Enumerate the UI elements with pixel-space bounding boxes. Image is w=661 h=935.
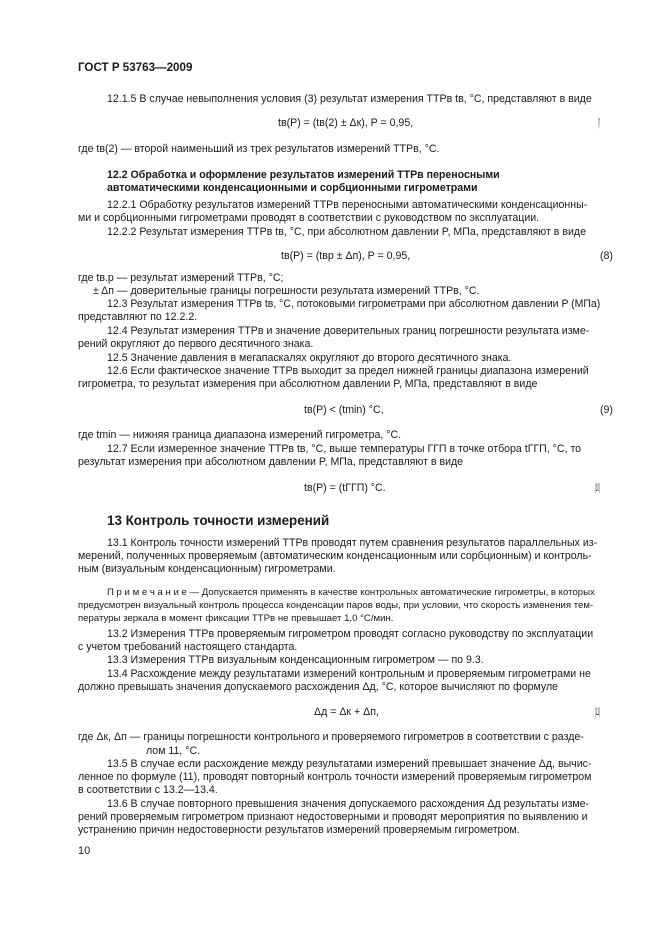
- equation: tв(P) = (tв(2) ± Δк), P = 0,95,: [278, 117, 414, 129]
- section-heading: автоматическими конденсационными и сорбционными гигрометрами: [107, 182, 478, 194]
- paragraph-line: 13.6 В случае повторного превышения значения допускаемого расхождения Δд результаты изме-: [107, 798, 590, 810]
- paragraph-line: ленное по формуле (11), проводят повторный контроль точности измерений проверяемым гигрометром: [78, 771, 592, 783]
- paragraph-line: лом 11, °C.: [146, 745, 201, 757]
- paragraph-line: рений проверяемым гигрометром признают недостоверными и проводят мероприятия по выявлению и: [78, 811, 588, 823]
- paragraph-line: гигрометра, то результат измерения при абсолютном давлении P, МПа, представляют в виде: [78, 378, 538, 390]
- paragraph-line: где tв.р — результат измерений ТТРв, °C;: [78, 272, 284, 284]
- equation-number: (8): [600, 250, 613, 262]
- paragraph-line: 13.4 Расхождение между результатами измерений контрольным и проверяемым гигрометрами не: [107, 668, 591, 680]
- paragraph-line: результат измерения при абсолютном давлении P, МПа, представляют в виде: [78, 456, 464, 468]
- paragraph-line: устранению причин недостоверности результатов измерений проверяемым гигрометром.: [78, 824, 520, 836]
- page-number: 10: [78, 845, 91, 857]
- paragraph-line: рений округляют до первого десятичного знака.: [78, 338, 314, 350]
- note-line: пературы зеркала в момент фиксации ТТРв не превышает 1,0 °C/мин.: [78, 613, 394, 624]
- equation-number: (7): [598, 117, 600, 129]
- paragraph-line: ± Δп — доверительные границы погрешности результата измерений ТТРв, °C.: [93, 285, 480, 297]
- equation-number: (10): [595, 482, 600, 494]
- paragraph-line: 13.3 Измерения ТТРв визуальным конденсационным гигрометром — по 9.3.: [107, 654, 484, 666]
- paragraph-line: 12.2.2 Результат измерения ТТРв tв, °C, при абсолютном давлении P, МПа, представляют в виде: [107, 226, 586, 238]
- equation: tв(P) = (tГГП) °C.: [304, 482, 386, 494]
- paragraph-line: ным (визуальным конденсационным) гигрометрами.: [78, 563, 336, 575]
- note-line: П р и м е ч а н и е — Допускается применять в качестве контрольных автоматические гигрометры, в которых: [107, 587, 595, 598]
- note-line: предусмотрен визуальный контроль процесса конденсации паров воды, при условии, что скорость изменения тем-: [78, 600, 594, 611]
- paragraph-line: в соответствии с 13.2—13.4.: [78, 784, 218, 796]
- paragraph-line: 13.1 Контроль точности измерений ТТРв проводят путем сравнения результатов параллельных из-: [107, 537, 598, 549]
- equation: tв(P) = (tвр ± Δп), P = 0,95,: [281, 250, 411, 262]
- equation-number: (9): [600, 404, 613, 416]
- paragraph-line: с учетом требований настоящего стандарта.: [78, 641, 298, 653]
- paragraph-line: 12.7 Если измеренное значение ТТРв tв, °C, выше температуры ГГП в точке отбора tГГП, °C, то: [107, 443, 582, 455]
- paragraph-line: 12.3 Результат измерения ТТРв tв, °C, потоковыми гигрометрами при абсолютном давлении P (МПа): [107, 298, 601, 310]
- paragraph-line: 13.2 Измерения ТТРв проверяемым гигрометром проводят согласно руководству по эксплуатации: [107, 628, 594, 640]
- paragraph-line: 12.4 Результат измерения ТТРв и значение доверительных границ погрешности результата изме-: [107, 325, 590, 337]
- paragraph-line: где Δк, Δп — границы погрешности контрольного и проверяемого гигрометров в соответствии с разде-: [78, 731, 584, 743]
- paragraph-line: где tmin — нижняя граница диапазона измерений гигрометра, °C.: [78, 429, 402, 441]
- paragraph-line: 12.5 Значение давления в мегапаскалях округляют до второго десятичного знака.: [107, 352, 512, 364]
- paragraph-line: представляют по 12.2.2.: [78, 311, 198, 323]
- paragraph-line: ми и сорбционными гигрометрами проводят в соответствии с руководством по эксплуатации.: [78, 212, 540, 224]
- paragraph-line: 12.1.5 В случае невыполнения условия (3) результат измерения ТТРв tв, °C, представляют в виде: [107, 93, 592, 105]
- equation-number: (11): [595, 706, 601, 718]
- equation: tв(P) < (tmin) °C,: [304, 404, 384, 416]
- chapter-heading: 13 Контроль точности измерений: [107, 513, 330, 528]
- paragraph-line: должно превышать значения допускаемого расхождения Δд, °C, которое вычисляют по формуле: [78, 681, 559, 693]
- equation: Δд = Δк + Δп,: [314, 706, 379, 718]
- paragraph-line: мерений, полученных проверяемым (автоматическим конденсационным или сорбционным) и контроль-: [78, 550, 592, 562]
- paragraph-line: 12.6 Если фактическое значение ТТРв выходит за предел нижней границы диапазона измерений: [107, 365, 589, 377]
- paragraph-line: 12.2.1 Обработку результатов измерений ТТРв переносными автоматическими конденсационны-: [107, 199, 588, 211]
- section-heading: 12.2 Обработка и оформление результатов измерений ТТРв переносными: [107, 169, 500, 181]
- paragraph-line: 13.5 В случае если расхождение между результатами измерений превышает значение Δд, вычис-: [107, 758, 592, 770]
- paragraph-line: где tв(2) — второй наименьший из трех результатов измерений ТТРв, °C.: [78, 143, 440, 155]
- page-header: ГОСТ Р 53763—2009: [78, 61, 193, 74]
